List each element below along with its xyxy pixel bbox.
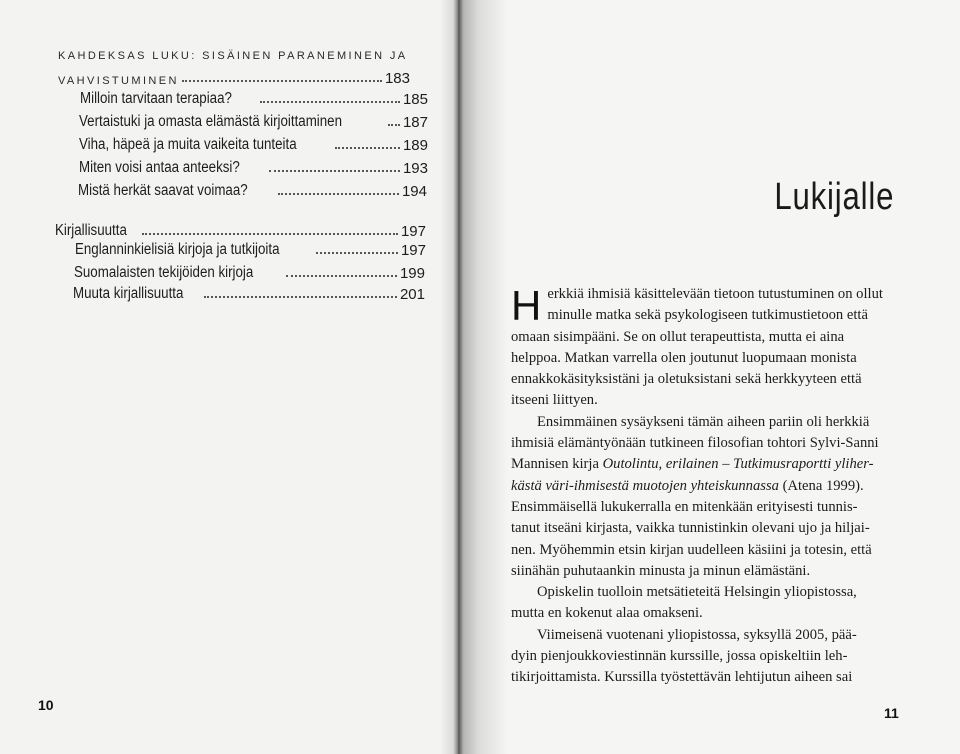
toc-page-number: 185 (402, 91, 428, 108)
toc-page-number: 197 (400, 242, 426, 259)
text-run: Ensimmäisellä lukukerralla en mitenkään erityisesti tunnis- (511, 498, 858, 515)
toc-entry-title: Miten voisi antaa anteeksi? (79, 159, 240, 176)
table-of-contents (0, 0, 458, 754)
text-run: siinähän puhutaankin minusta ja minun elämästäni. (511, 562, 811, 579)
paragraph-1 (511, 284, 895, 412)
toc-page-number: 201 (399, 286, 425, 303)
toc-entry (80, 90, 428, 108)
text-line: Opiskelin tuolloin metsätieteitä Helsingin yliopistossa, (537, 584, 857, 601)
text-line: ennakkokäsityksistäni ja oletuksistani sekä herkkyyteen että (511, 371, 862, 388)
right-page-shadow (458, 0, 508, 754)
toc-page-number: 194 (401, 183, 427, 200)
text-line (511, 454, 895, 475)
toc-entry-title: Vertaistuki ja omasta elämästä kirjoittaminen (79, 113, 343, 130)
text-line: dyin pienjoukkoviestinnän kurssille, jossa opiskeltiin leh- (511, 648, 848, 665)
text-run: Ensimmäinen sysäykseni tämän aiheen pariin oli herkkiä (537, 413, 870, 430)
text-line (511, 497, 895, 518)
toc-page-number: 189 (402, 137, 428, 154)
toc-page-number: 183 (384, 70, 410, 87)
toc-entry-title: Suomalaisten tekijöiden kirjoja (74, 264, 254, 281)
toc-section-title: Kirjallisuutta (55, 222, 127, 239)
toc-entry-title: Viha, häpeä ja muita vaikeita tunteita (79, 136, 297, 153)
toc-leader-dots (388, 124, 400, 126)
toc-entry (73, 285, 425, 303)
toc-entry-title: Milloin tarvitaan terapiaa? (80, 90, 232, 107)
toc-leader-dots (204, 296, 397, 298)
toc-page-number: 193 (402, 160, 428, 177)
toc-entry (78, 182, 427, 200)
text-line: itseeni liittyen. (511, 392, 598, 409)
drop-cap: H (511, 282, 542, 329)
toc-leader-dots (269, 170, 400, 172)
chapter-heading-line1: KAHDEKSAS LUKU: SISÄINEN PARANEMINEN JA (58, 50, 408, 62)
body-text (511, 284, 895, 689)
toc-leader-dots (335, 147, 400, 149)
text-line: minulle matka sekä psykologiseen tutkimustietoon että (547, 307, 868, 324)
text-line: omaan sisimpääni. Se on ollut terapeuttista, mutta ei aina (511, 328, 845, 345)
toc-leader-dots (142, 233, 398, 235)
toc-entry (79, 159, 428, 177)
text-line (511, 433, 895, 454)
text-run: ihmisiä elämäntyönään tutkineen filosofian tohtori Sylvi-Sanni (511, 435, 879, 452)
text-line: helppoa. Matkan varrella olen joutunut luopumaan monista (511, 349, 857, 366)
text-line (511, 476, 895, 497)
toc-leader-dots (278, 193, 399, 195)
toc-page-number: 199 (399, 265, 425, 282)
toc-leader-dots (260, 101, 400, 103)
toc-entry (79, 136, 428, 154)
paragraph-3 (511, 582, 895, 625)
text-line: Viimeisenä vuotenani yliopistossa, syksyllä 2005, pää- (537, 626, 857, 643)
toc-entry (75, 241, 426, 259)
paragraph-2 (511, 412, 895, 582)
text-run: tanut itseäni kirjasta, vaikka tunnistinkin olevani ujo ja hiljai- (511, 520, 870, 537)
text-line (511, 540, 895, 561)
text-line (511, 518, 895, 539)
toc-entry (79, 113, 428, 131)
left-page-number: 10 (38, 697, 54, 713)
right-page-number: 11 (884, 705, 899, 721)
toc-entry-title: Muuta kirjallisuutta (73, 285, 184, 302)
text-line: erkkiä ihmisiä käsittelevään tietoon tutustuminen on ollut (547, 286, 883, 302)
chapter-heading-row (58, 70, 410, 87)
toc-page-number: 187 (402, 114, 428, 131)
toc-page-number: 197 (400, 223, 426, 240)
toc-section (55, 222, 426, 240)
toc-entry (74, 264, 425, 282)
text-line: mutta en kokenut alaa omakseni. (511, 605, 703, 622)
toc-leader-dots (316, 252, 398, 254)
text-run: Mannisen kirja (511, 456, 603, 473)
toc-entry-title: Englanninkielisiä kirjoja ja tutkijoita (75, 241, 280, 258)
text-run: nen. Myöhemmin etsin kirjan uudelleen käsiini ja totesin, että (511, 541, 872, 558)
italic-text: Outolintu, erilainen – Tutkimusraportti yliher- (602, 456, 874, 473)
chapter-heading-line2: VAHVISTUMINEN (58, 75, 179, 87)
text-line (511, 412, 895, 433)
text-run: (Atena 1999). (778, 477, 864, 494)
text-line (511, 561, 895, 582)
text-line: tikirjoittamista. Kurssilla työstettävän lehtijutun aiheen sai (511, 669, 853, 686)
toc-leader-dots (182, 80, 382, 82)
chapter-title: Lukijalle (774, 176, 894, 218)
toc-leader-dots (286, 275, 397, 277)
toc-entry-title: Mistä herkät saavat voimaa? (78, 182, 248, 199)
paragraph-4 (511, 625, 895, 689)
italic-text: kästä väri-ihmisestä muotojen yhteiskunnassa (511, 477, 779, 494)
